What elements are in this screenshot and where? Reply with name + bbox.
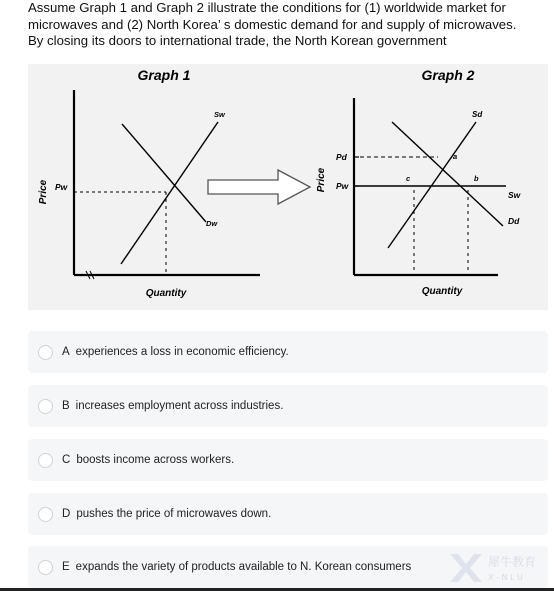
graph1-supply-label: Sw [214, 110, 225, 119]
option-d[interactable] [28, 493, 548, 535]
radio-icon[interactable] [38, 345, 53, 360]
option-letter: C [62, 454, 71, 466]
graph1-title: Graph 1 [137, 67, 191, 83]
option-text: increases employment across industries. [75, 400, 284, 412]
option-text: experiences a loss in economic efficiency. [75, 346, 289, 358]
radio-icon[interactable] [38, 453, 53, 468]
option-e[interactable] [28, 546, 548, 588]
option-letter: E [62, 561, 70, 573]
radio-icon[interactable] [38, 507, 53, 522]
graph2-point-b: b [474, 174, 479, 183]
option-c[interactable] [28, 439, 548, 481]
graphs-svg [28, 64, 548, 310]
graph1-demand-label: Dw [206, 219, 218, 228]
question-line-1: Assume Graph 1 and Graph 2 illustrate the conditions for (1) worldwide market for [28, 0, 506, 15]
graph2-demand-label: Dd [508, 216, 520, 226]
question-line-3: By closing its doors to international trade, the North Korean government [28, 33, 447, 48]
graph2-pw-label: Pw [336, 181, 349, 191]
option-text: boosts income across workers. [76, 454, 235, 466]
watermark-title: 犀牛教育 [488, 555, 537, 569]
graph2-x-label: Quantity [421, 286, 463, 297]
option-text: pushes the price of microwaves down. [76, 508, 272, 520]
question-text [28, 0, 550, 50]
graph1-x-label: Quantity [145, 288, 187, 299]
graph1-price-label: Pw [55, 182, 68, 192]
radio-icon[interactable] [38, 560, 53, 575]
option-letter: B [62, 400, 70, 412]
graph2-point-a: a [453, 152, 458, 161]
graph2-world-supply-label: Sw [508, 190, 521, 200]
option-text: expands the variety of products available to N. Korean consumers [75, 561, 412, 573]
option-letter: A [62, 346, 70, 358]
radio-icon[interactable] [38, 399, 53, 414]
graph2-title: Graph 2 [421, 67, 475, 83]
graph2-point-c: c [406, 174, 411, 183]
question-line-2: microwaves and (2) North Korea’ s domestic demand for and supply of microwaves. [28, 16, 517, 32]
graph2-y-label: Price [316, 167, 327, 193]
graph1-y-label: Price [38, 179, 49, 205]
graph2-pd-label: Pd [336, 152, 347, 162]
option-letter: D [62, 508, 71, 520]
graph2-supply-label: Sd [472, 110, 483, 119]
option-a[interactable] [28, 331, 548, 373]
option-b[interactable] [28, 385, 548, 427]
watermark-subtitle: X - N L U [488, 573, 523, 582]
economics-figure [28, 64, 548, 310]
